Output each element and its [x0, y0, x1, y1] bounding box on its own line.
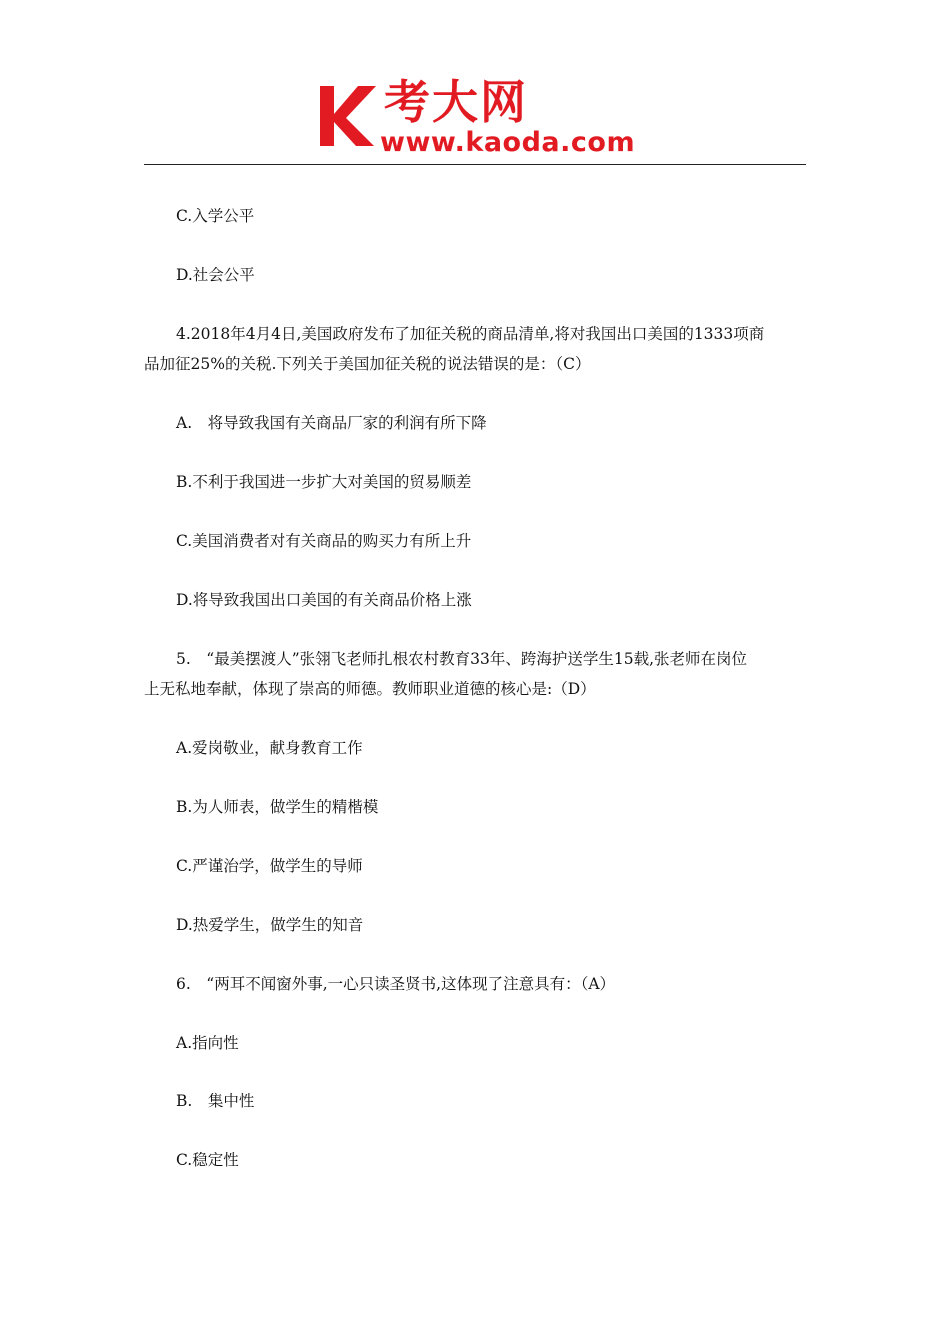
- option-b-q4: B.不利于我国进一步扩大对美国的贸易顺差: [176, 473, 472, 491]
- question-5-line-2: 上无私地奉献，体现了崇高的师德。教师职业道德的核心是:（D）: [144, 680, 596, 698]
- page-header: [0, 0, 950, 170]
- option-d-q5: D.热爱学生，做学生的知音: [176, 916, 364, 934]
- option-a-q4: A. 将导致我国有关商品厂家的利润有所下降: [176, 414, 487, 432]
- option-b-q6: B. 集中性: [176, 1092, 255, 1110]
- option-c-q6: C.稳定性: [176, 1151, 239, 1169]
- question-4-line-2: 品加征25%的关税.下列关于美国加征关税的说法错误的是：（C）: [144, 355, 591, 373]
- option-d-q4: D.将导致我国出口美国的有关商品价格上涨: [176, 591, 472, 609]
- header-divider: [144, 164, 806, 165]
- option-b-q5: B.为人师表，做学生的精楷模: [176, 798, 379, 816]
- option-a-q5: A.爱岗敬业，献身教育工作: [176, 739, 363, 757]
- option-a-q6: A.指向性: [176, 1034, 239, 1052]
- question-6: 6. “两耳不闻窗外事,一心只读圣贤书,这体现了注意具有：（A）: [176, 975, 616, 993]
- question-4-line-1: 4.2018年4月4日,美国政府发布了加征关税的商品清单,将对我国出口美国的1333项商: [176, 325, 765, 343]
- option-c-q4: C.美国消费者对有关商品的购买力有所上升: [176, 532, 472, 550]
- option-c-q5: C.严谨治学，做学生的导师: [176, 857, 363, 875]
- option-d-q3: D.社会公平: [176, 266, 255, 284]
- question-5-line-1: 5. “最美摆渡人”张翎飞老师扎根农村教育33年、跨海护送学生15载,张老师在岗位: [176, 650, 748, 668]
- option-c-q3: C.入学公平: [176, 207, 255, 225]
- kaoda-k-logo-icon: [318, 84, 380, 148]
- logo-url: www.kaoda.com: [380, 127, 636, 158]
- logo-chinese-name: 考大网: [384, 75, 528, 129]
